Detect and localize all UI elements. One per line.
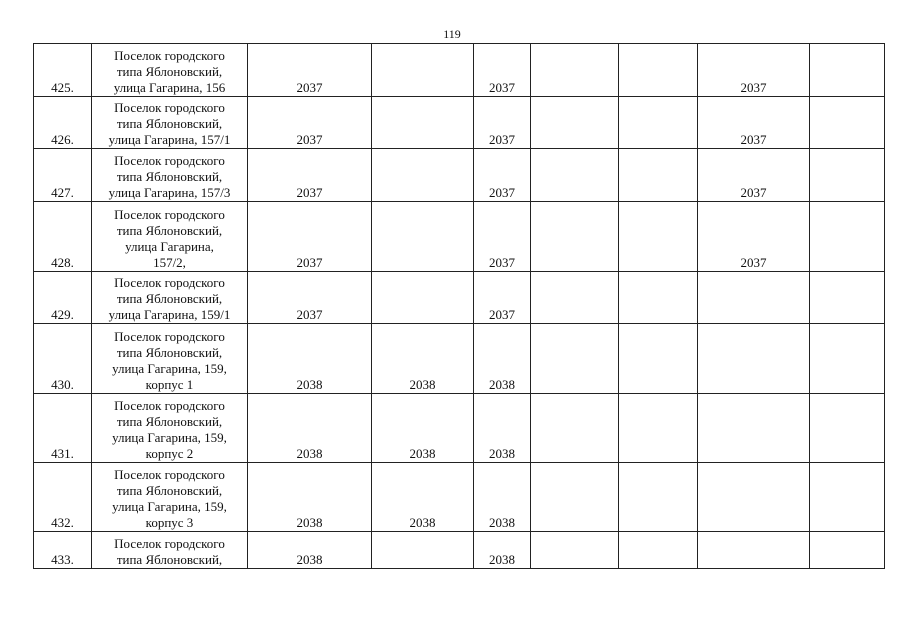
row-number: 428. xyxy=(34,202,92,272)
row-number: 429. xyxy=(34,272,92,324)
year-cell xyxy=(372,44,474,97)
year-cell: 2038 xyxy=(372,324,474,394)
year-cell xyxy=(810,44,885,97)
year-cell xyxy=(531,324,619,394)
address-cell xyxy=(92,394,248,463)
year-cell xyxy=(619,272,698,324)
year-cell: 2037 xyxy=(474,202,531,272)
year-cell xyxy=(698,324,810,394)
year-cell xyxy=(531,149,619,202)
address-cell xyxy=(92,149,248,202)
year-cell: 2037 xyxy=(698,202,810,272)
year-cell xyxy=(810,532,885,569)
address-line: Поселок городского xyxy=(114,536,225,551)
address-line: улица Гагарина, 157/3 xyxy=(108,185,231,200)
year-cell xyxy=(619,532,698,569)
year-cell: 2038 xyxy=(248,394,372,463)
table-row xyxy=(34,532,885,569)
table-row xyxy=(34,202,885,272)
year-cell: 2038 xyxy=(248,324,372,394)
address-line: Поселок городского xyxy=(114,467,225,482)
address-line: Поселок городского xyxy=(114,329,225,344)
year-cell xyxy=(810,324,885,394)
table-row xyxy=(34,463,885,532)
year-cell: 2037 xyxy=(474,149,531,202)
address-line: типа Яблоновский, xyxy=(116,414,223,429)
table-row xyxy=(34,272,885,324)
address-line: Поселок городского xyxy=(114,207,225,222)
year-cell: 2037 xyxy=(474,97,531,149)
address-line: типа Яблоновский, xyxy=(116,291,223,306)
year-cell xyxy=(619,394,698,463)
row-number: 433. xyxy=(34,532,92,569)
year-cell xyxy=(531,97,619,149)
row-number: 426. xyxy=(34,97,92,149)
year-cell xyxy=(810,149,885,202)
address-cell xyxy=(92,324,248,394)
table-row xyxy=(34,394,885,463)
year-cell: 2037 xyxy=(698,44,810,97)
address-line: типа Яблоновский, xyxy=(116,345,223,360)
year-cell: 2037 xyxy=(248,202,372,272)
year-cell xyxy=(531,532,619,569)
year-cell: 2037 xyxy=(698,149,810,202)
page-number: 119 xyxy=(443,27,461,41)
year-cell xyxy=(531,202,619,272)
year-cell: 2038 xyxy=(474,394,531,463)
address-line: Поселок городского xyxy=(114,100,225,115)
address-line: типа Яблоновский, xyxy=(116,64,223,79)
year-cell: 2037 xyxy=(698,97,810,149)
year-cell: 2038 xyxy=(248,532,372,569)
address-line: типа Яблоновский, xyxy=(116,483,223,498)
year-cell xyxy=(619,149,698,202)
address-cell xyxy=(92,272,248,324)
address-line: корпус 3 xyxy=(145,515,194,530)
year-cell xyxy=(372,272,474,324)
address-cell xyxy=(92,97,248,149)
year-cell xyxy=(531,272,619,324)
year-cell xyxy=(810,394,885,463)
address-line: Поселок городского xyxy=(114,153,225,168)
address-line: Поселок городского xyxy=(114,48,225,63)
housing-schedule-table xyxy=(33,43,885,569)
row-number: 427. xyxy=(34,149,92,202)
year-cell xyxy=(810,97,885,149)
address-line: корпус 1 xyxy=(145,377,194,392)
year-cell xyxy=(698,272,810,324)
address-line: корпус 2 xyxy=(145,446,194,461)
year-cell: 2038 xyxy=(372,463,474,532)
year-cell xyxy=(531,394,619,463)
address-cell xyxy=(92,463,248,532)
address-line: 157/2, xyxy=(153,255,186,270)
address-line: типа Яблоновский, xyxy=(116,552,223,567)
row-number: 425. xyxy=(34,44,92,97)
year-cell: 2038 xyxy=(474,324,531,394)
year-cell: 2038 xyxy=(474,463,531,532)
address-cell xyxy=(92,44,248,97)
table-row xyxy=(34,324,885,394)
year-cell xyxy=(810,202,885,272)
year-cell xyxy=(372,149,474,202)
address-line: улица Гагарина, 159, xyxy=(112,499,227,514)
year-cell xyxy=(619,97,698,149)
address-line: Поселок городского xyxy=(114,275,225,290)
address-line: улица Гагарина, xyxy=(125,239,214,254)
year-cell xyxy=(372,97,474,149)
table-row xyxy=(34,44,885,97)
year-cell xyxy=(372,532,474,569)
address-cell xyxy=(92,532,248,569)
year-cell xyxy=(619,202,698,272)
address-line: типа Яблоновский, xyxy=(116,169,223,184)
year-cell xyxy=(619,44,698,97)
address-line: улица Гагарина, 159, xyxy=(112,361,227,376)
table-body xyxy=(34,44,885,569)
year-cell xyxy=(372,202,474,272)
year-cell xyxy=(698,532,810,569)
table-row xyxy=(34,97,885,149)
year-cell xyxy=(531,463,619,532)
address-line: типа Яблоновский, xyxy=(116,223,223,238)
year-cell: 2038 xyxy=(248,463,372,532)
year-cell xyxy=(698,394,810,463)
address-line: типа Яблоновский, xyxy=(116,116,223,131)
year-cell: 2037 xyxy=(248,97,372,149)
year-cell xyxy=(810,463,885,532)
year-cell: 2037 xyxy=(248,149,372,202)
table-row xyxy=(34,149,885,202)
row-number: 431. xyxy=(34,394,92,463)
row-number: 432. xyxy=(34,463,92,532)
year-cell xyxy=(619,324,698,394)
year-cell xyxy=(619,463,698,532)
year-cell: 2038 xyxy=(372,394,474,463)
year-cell xyxy=(810,272,885,324)
address-line: улица Гагарина, 157/1 xyxy=(108,132,231,147)
address-line: улица Гагарина, 159/1 xyxy=(108,307,231,322)
year-cell: 2037 xyxy=(248,44,372,97)
year-cell: 2037 xyxy=(248,272,372,324)
year-cell: 2037 xyxy=(474,272,531,324)
year-cell: 2037 xyxy=(474,44,531,97)
address-line: улица Гагарина, 159, xyxy=(112,430,227,445)
address-line: Поселок городского xyxy=(114,398,225,413)
address-line: улица Гагарина, 156 xyxy=(113,80,226,95)
year-cell xyxy=(531,44,619,97)
year-cell xyxy=(698,463,810,532)
row-number: 430. xyxy=(34,324,92,394)
year-cell: 2038 xyxy=(474,532,531,569)
address-cell xyxy=(92,202,248,272)
